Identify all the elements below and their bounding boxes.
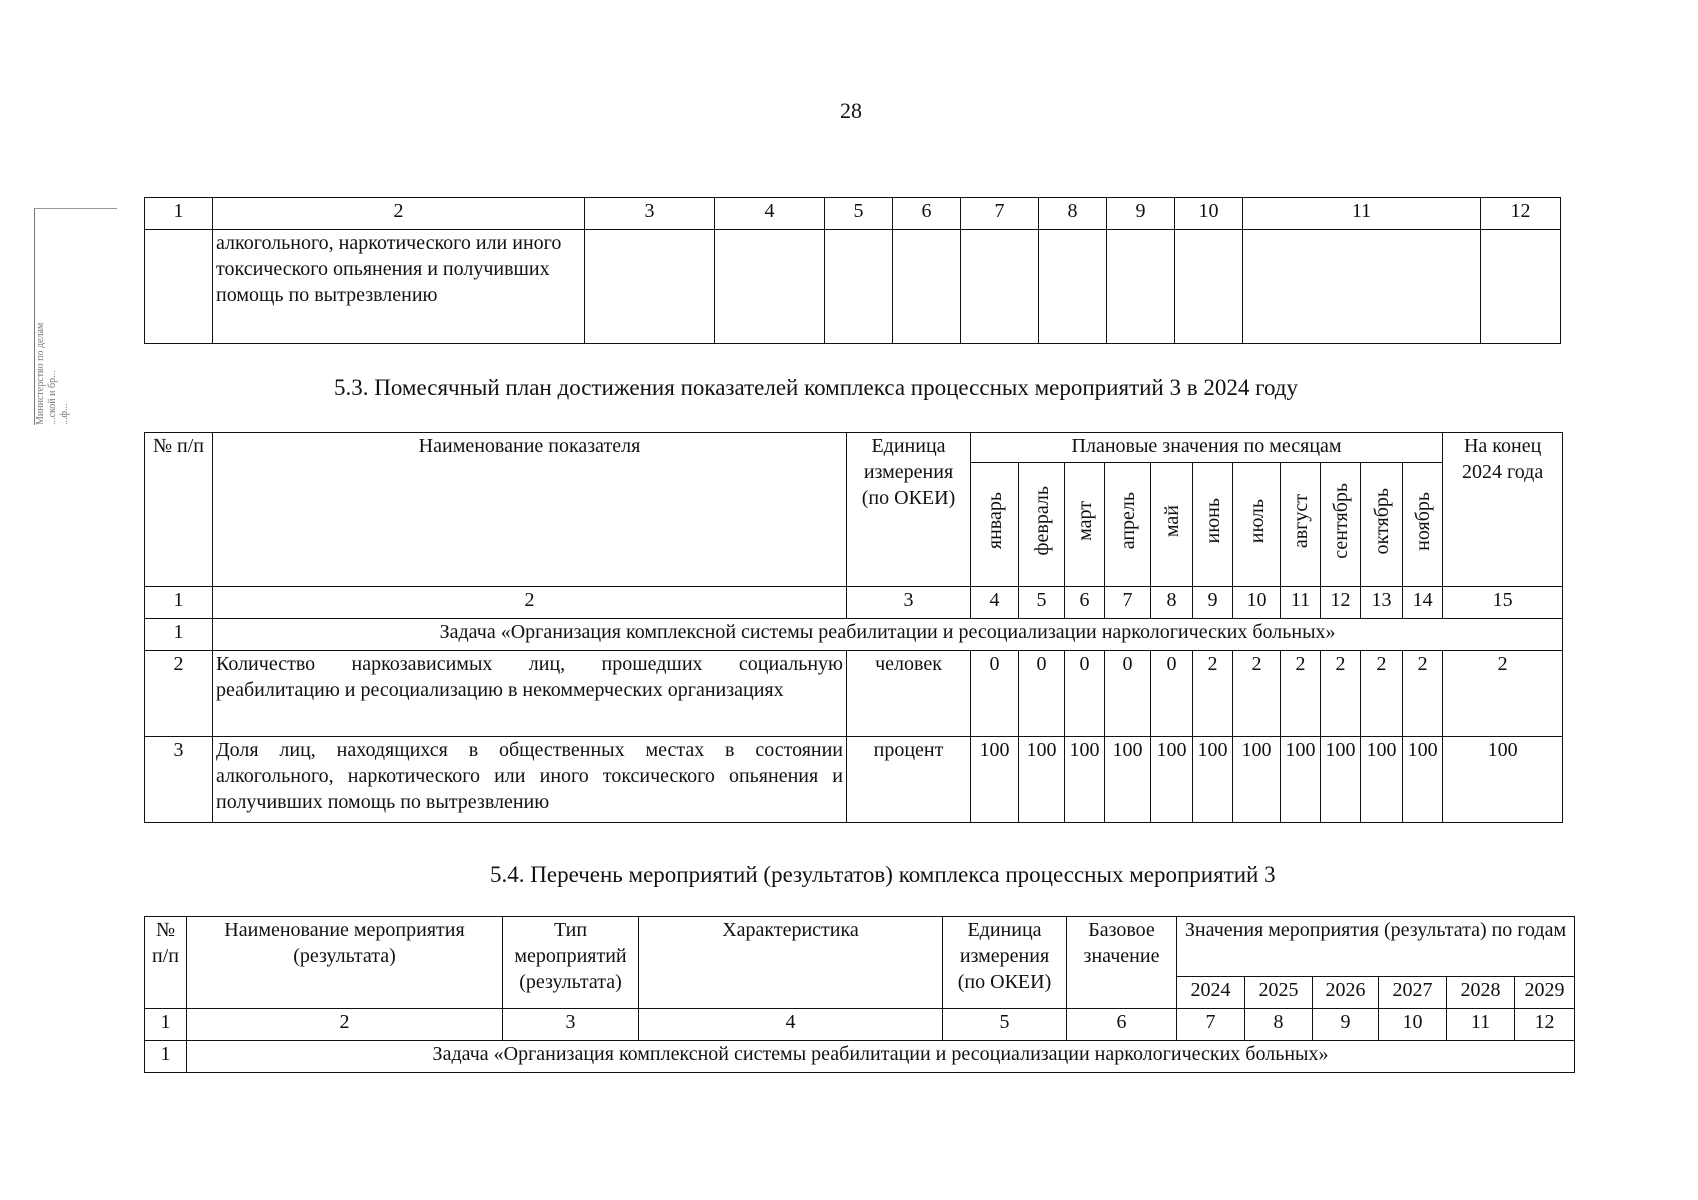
header-monthly-plan: Плановые значения по месяцам	[971, 433, 1443, 463]
month-label: февраль	[1030, 486, 1053, 556]
month-value: 100	[1193, 737, 1233, 823]
month-value: 0	[1105, 651, 1151, 737]
col-number: 1	[145, 587, 213, 619]
col-number: 13	[1361, 587, 1403, 619]
cell	[715, 230, 825, 344]
col-number: 6	[1067, 1009, 1177, 1041]
indicator-name: Количество наркозависимых лиц, прошедших социальную реабилитацию и ресоциализацию в некоммерческих организациях	[213, 651, 847, 737]
month-label: июль	[1245, 498, 1268, 544]
month-label: март	[1073, 501, 1096, 541]
header-activity-type: Тип мероприятий (результата)	[503, 917, 639, 1009]
month-value: 100	[1321, 737, 1361, 823]
month-value: 100	[1065, 737, 1105, 823]
month-value: 100	[1151, 737, 1193, 823]
col-number: 4	[971, 587, 1019, 619]
col-number: 3	[585, 198, 715, 230]
year-header: 2025	[1245, 977, 1313, 1009]
stamp-line: Министерство по делам	[35, 322, 46, 425]
row-number: 2	[145, 651, 213, 737]
col-number: 8	[1245, 1009, 1313, 1041]
month-value: 100	[1233, 737, 1281, 823]
header-activity-name: Наименование мероприятия (результата)	[187, 917, 503, 1009]
task-title: Задача «Организация комплексной системы реабилитации и ресоциализации наркологических больных»	[213, 619, 1563, 651]
cell	[825, 230, 893, 344]
month-label: январь	[983, 492, 1006, 550]
col-number: 5	[825, 198, 893, 230]
section-heading-5-4: 5.4. Перечень мероприятий (результатов) комплекса процессных мероприятий 3	[490, 862, 1276, 887]
year-end-value: 2	[1443, 651, 1563, 737]
col-number: 3	[847, 587, 971, 619]
col-number: 4	[639, 1009, 943, 1041]
page-number: 28	[840, 98, 862, 123]
col-number: 4	[715, 198, 825, 230]
header-unit: Единица измерения (по ОКЕИ)	[847, 433, 971, 587]
col-number: 9	[1107, 198, 1175, 230]
month-label: август	[1289, 493, 1312, 549]
month-header	[1281, 463, 1321, 587]
month-value: 0	[1065, 651, 1105, 737]
col-number: 11	[1281, 587, 1321, 619]
header-characteristic: Характеристика	[639, 917, 943, 1009]
col-number: 12	[1321, 587, 1361, 619]
col-number: 11	[1447, 1009, 1515, 1041]
col-number: 7	[961, 198, 1039, 230]
month-label: май	[1160, 504, 1183, 538]
month-label: апрель	[1116, 492, 1139, 550]
header-values-by-year: Значения мероприятия (результата) по годам	[1177, 917, 1575, 977]
year-header: 2024	[1177, 977, 1245, 1009]
month-value: 0	[971, 651, 1019, 737]
col-number: 12	[1481, 198, 1561, 230]
header-indicator-name: Наименование показателя	[213, 433, 847, 587]
month-value: 2	[1403, 651, 1443, 737]
month-header	[1403, 463, 1443, 587]
cell	[1175, 230, 1243, 344]
cell	[893, 230, 961, 344]
col-number: 9	[1313, 1009, 1379, 1041]
year-header: 2029	[1515, 977, 1575, 1009]
stamp-text	[35, 209, 117, 425]
section-heading-5-3: 5.3. Помесячный план достижения показателей комплекса процессных мероприятий 3 в 2024 году	[334, 375, 1299, 400]
month-header	[1105, 463, 1151, 587]
month-value: 2	[1193, 651, 1233, 737]
indicator-name: Доля лиц, находящихся в общественных местах в состоянии алкогольного, наркотического или иного токсического опьянения и получивших помощь по вытрезвлению	[213, 737, 847, 823]
col-number: 6	[893, 198, 961, 230]
task-number: 1	[145, 1041, 187, 1073]
month-value: 100	[971, 737, 1019, 823]
table-header-row	[145, 917, 1575, 977]
col-number: 10	[1233, 587, 1281, 619]
task-number: 1	[145, 619, 213, 651]
header-number: № п/п	[145, 433, 213, 587]
stamp-line: ...ф...	[59, 403, 70, 425]
cell	[585, 230, 715, 344]
header-base-value: Базовое значение	[1067, 917, 1177, 1009]
col-number: 3	[503, 1009, 639, 1041]
indicator-name-continued: алкогольного, наркотического или иного токсического опьянения и получивших помощь по вытрезвлению	[213, 230, 585, 344]
column-numbers-row	[145, 1009, 1575, 1041]
month-value: 0	[1151, 651, 1193, 737]
year-header: 2026	[1313, 977, 1379, 1009]
unit: человек	[847, 651, 971, 737]
task-title: Задача «Организация комплексной системы реабилитации и ресоциализации наркологических больных»	[187, 1041, 1575, 1073]
cell	[1107, 230, 1175, 344]
row-number: 3	[145, 737, 213, 823]
col-number: 10	[1379, 1009, 1447, 1041]
month-value: 2	[1281, 651, 1321, 737]
cell	[961, 230, 1039, 344]
stamp-line: ...ской и бр...	[47, 370, 58, 425]
task-row	[145, 619, 1563, 651]
column-numbers-row	[145, 587, 1563, 619]
col-number: 5	[1019, 587, 1065, 619]
table-row	[145, 737, 1563, 823]
col-number: 1	[145, 1009, 187, 1041]
cell	[1243, 230, 1481, 344]
table-header-row	[145, 433, 1563, 463]
month-header	[1321, 463, 1361, 587]
month-value: 100	[1403, 737, 1443, 823]
col-number: 12	[1515, 1009, 1575, 1041]
month-header	[1065, 463, 1105, 587]
month-label: ноябрь	[1411, 491, 1434, 551]
cell	[1039, 230, 1107, 344]
header-number: № п/п	[145, 917, 187, 1009]
month-value: 0	[1019, 651, 1065, 737]
task-row	[145, 1041, 1575, 1073]
month-label: июнь	[1201, 498, 1224, 544]
month-value: 100	[1105, 737, 1151, 823]
month-header	[1019, 463, 1065, 587]
month-value: 100	[1019, 737, 1065, 823]
activities-table	[144, 916, 1575, 1073]
col-number: 7	[1105, 587, 1151, 619]
col-number: 11	[1243, 198, 1481, 230]
month-header	[971, 463, 1019, 587]
month-header	[1233, 463, 1281, 587]
archive-stamp	[34, 208, 117, 425]
col-number: 15	[1443, 587, 1563, 619]
col-number: 9	[1193, 587, 1233, 619]
continuation-table	[144, 197, 1561, 344]
table-row	[145, 651, 1563, 737]
month-label: октябрь	[1370, 487, 1393, 555]
month-value: 2	[1321, 651, 1361, 737]
unit: процент	[847, 737, 971, 823]
col-number: 2	[213, 587, 847, 619]
month-value: 100	[1361, 737, 1403, 823]
month-value: 2	[1361, 651, 1403, 737]
month-header	[1361, 463, 1403, 587]
year-end-value: 100	[1443, 737, 1563, 823]
table-row	[145, 230, 1561, 344]
col-number: 7	[1177, 1009, 1245, 1041]
col-number: 6	[1065, 587, 1105, 619]
header-year-end: На конец 2024 года	[1443, 433, 1563, 587]
col-number: 5	[943, 1009, 1067, 1041]
year-header: 2027	[1379, 977, 1447, 1009]
cell	[1481, 230, 1561, 344]
month-header	[1193, 463, 1233, 587]
year-header: 2028	[1447, 977, 1515, 1009]
header-unit: Единица измерения (по ОКЕИ)	[943, 917, 1067, 1009]
col-number: 14	[1403, 587, 1443, 619]
table-header-row	[145, 198, 1561, 230]
col-number: 8	[1039, 198, 1107, 230]
month-header	[1151, 463, 1193, 587]
col-number: 2	[213, 198, 585, 230]
month-value: 2	[1233, 651, 1281, 737]
month-value: 100	[1281, 737, 1321, 823]
col-number: 8	[1151, 587, 1193, 619]
month-label: сентябрь	[1329, 483, 1352, 559]
col-number: 10	[1175, 198, 1243, 230]
col-number: 1	[145, 198, 213, 230]
monthly-plan-table	[144, 432, 1563, 823]
cell	[145, 230, 213, 344]
col-number: 2	[187, 1009, 503, 1041]
